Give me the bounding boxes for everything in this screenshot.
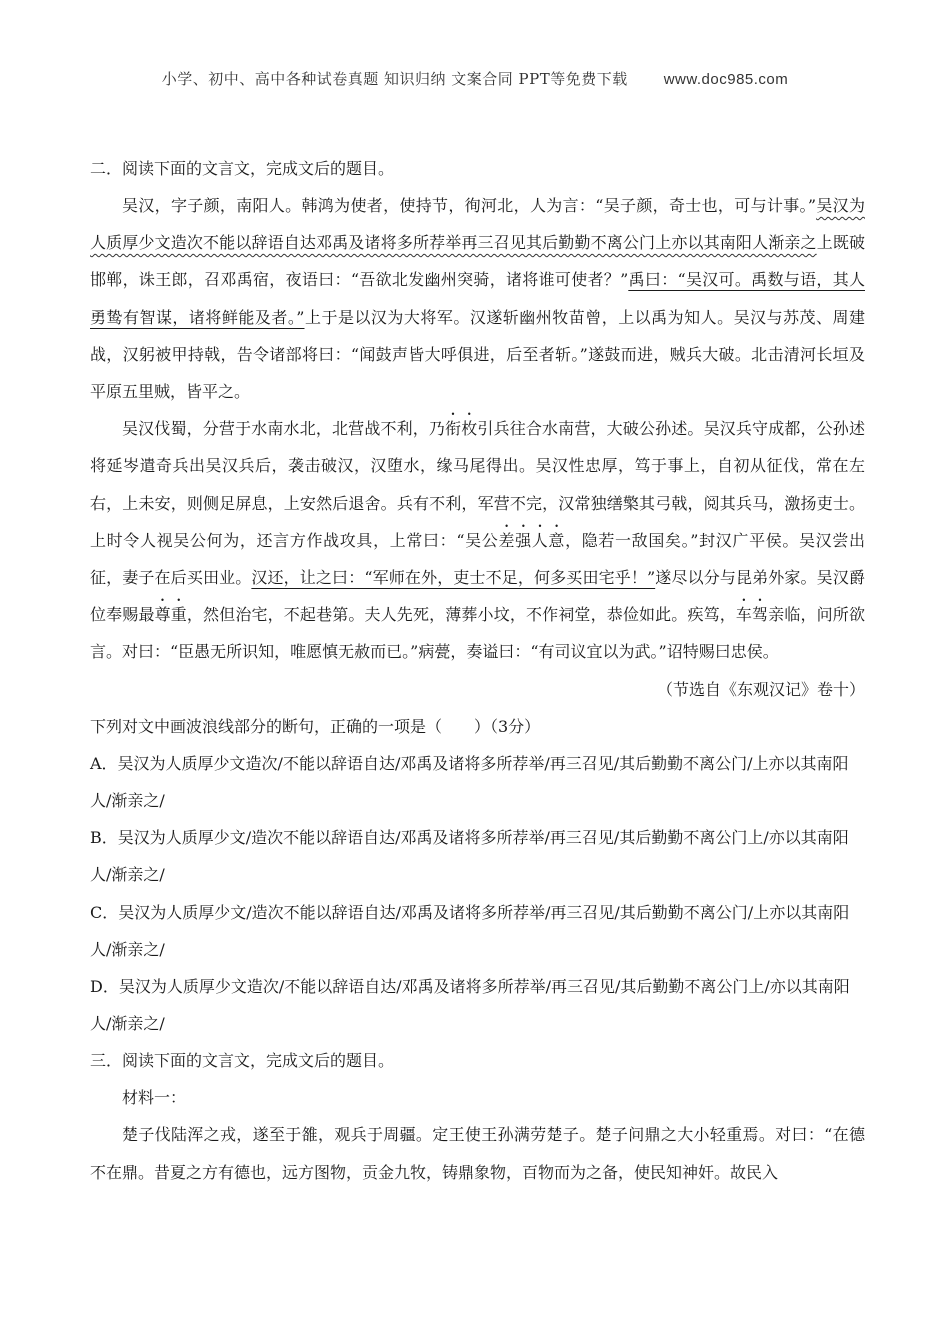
p2-text-e: ，然但治宅，不起巷第。夫人先死，薄葬小坟，不作祠堂，恭俭如此。疾笃，	[186, 605, 736, 625]
material-label: 材料一：	[122, 1088, 187, 1108]
p2-dotted-word-3: 尊重	[154, 605, 187, 625]
p2-text-c: ，隐若一敌国矣。”封汉广平侯。吴汉尝出征，妻子在后买田业。	[90, 530, 865, 588]
p1-text-c: 上于是以汉为大将军。汉遂斩幽州牧苗曾，上以禹为知人。吴汉与苏茂、周建战，汉躬被甲持戟，告令诸部将曰：“闻鼓声皆大呼俱进，后至者斩。”遂鼓而进，贼兵大破。北击清河长垣及平原五里贼，皆平之。	[90, 307, 865, 402]
p2-dotted-word-1: 衔枚	[445, 419, 478, 439]
section2-heading: 二．阅读下面的文言文，完成文后的题目。	[90, 159, 395, 178]
section3-paragraph-1: 楚子伐陆浑之戎，遂至于雒，观兵于周疆。定王使王孙满劳楚子。楚子问鼎之大小轻重焉。对曰：“在德不在鼎。昔夏之方有德也，远方图物，贡金九牧，铸鼎象物，百物而为之备，使民知神奸。故民入	[90, 1125, 865, 1182]
section3-heading: 三．阅读下面的文言文，完成文后的题目。	[90, 1051, 395, 1071]
question-text: 下列对文中画波浪线部分的断句，正确的一项是（ ）（3分）	[90, 716, 541, 736]
p2-dotted-word-4: 车驾	[735, 605, 769, 625]
p1-text-b: 上既破邯郸，诛王郎，召邓禹宿，夜语曰：“吾欲北发幽州突骑，诸将谁可使者？”	[90, 233, 865, 290]
p1-wavy-underlined-text: 吴汉为人质厚少文造次不能以辞语自达邓禹及诸将多所荐举再三召见其后勤勤不离公门上亦以其南阳人渐亲之	[90, 196, 865, 253]
p2-text-b: 引兵往合水南营，大破公孙述。吴汉兵守成都，公孙述将延岑遣奇兵出吴汉兵后，袭击破汉，汉堕水，缘马尾得出。吴汉性忠厚，笃于事上，自初从征伐，常在左右，上未安，则侧足屏息，上安然后退舍。兵有不利，军营不完，汉常独缮檠其弓戟，阅其兵马，激扬吏士。上时令人视吴公何为，还言方作战攻具，上常曰：“吴公	[90, 419, 865, 550]
document-content	[90, 150, 865, 1191]
option-a[interactable]: A．吴汉为人质厚少文造次/不能以辞语自达/邓禹及诸将多所荐举/再三召见/其后勤勤不离公门/上亦以其南阳人/渐亲之/	[90, 753, 849, 811]
p2-text-d: 遂尽以分与昆弟外家。吴汉爵位奉赐最	[90, 568, 865, 625]
header-url[interactable]: www.doc985.com	[663, 71, 789, 88]
option-d[interactable]: D．吴汉为人质厚少文造次/不能以辞语自达/邓禹及诸将多所荐举/再三召见/其后勤勤不离公门上/亦以其南阳人/渐亲之/	[90, 977, 850, 1034]
option-b[interactable]: B．吴汉为人质厚少文/造次不能以辞语自达/邓禹及诸将多所荐举/再三召见/其后勤勤不离公门上/亦以其南阳人/渐亲之/	[90, 828, 849, 885]
option-c[interactable]: C．吴汉为人质厚少文/造次不能以辞语自达/邓禹及诸将多所荐举/再三召见/其后勤勤不离公门/上亦以其南阳人/渐亲之/	[90, 902, 850, 959]
p2-text-a: 吴汉伐蜀，分营于水南水北，北营战不利，乃	[122, 419, 446, 439]
section2-paragraph-1	[90, 187, 865, 410]
section2-paragraph-2	[90, 410, 865, 670]
p2-dotted-word-2: 差强人意	[498, 530, 566, 550]
header-text: 小学、初中、高中各种试卷真题 知识归纳 文案合同 PPT等免费下载	[161, 70, 628, 88]
page-header	[0, 68, 950, 89]
p1-text-a: 吴汉，字子颜，南阳人。韩鸿为使者，使持节，徇河北，人为言：“吴子颜，奇士也，可与计事。”	[122, 196, 817, 215]
source-citation: （节选自《东观汉记》卷十）	[656, 679, 865, 699]
p1-underlined-text: 禹曰：“吴汉可。禹数与语，其人勇鸷有智谋，诸将鲜能及者。”	[90, 270, 865, 327]
p2-underlined-text: 汉还，让之曰：“军师在外，吏士不足，何多买田宅乎！”	[251, 568, 656, 588]
p2-text-f: 亲临，问所欲言。对曰：“臣愚无所识知，唯愿慎无赦而已。”病甍，奏谥曰：“有司议宜以为武。”诏特赐曰忠侯。	[90, 605, 865, 662]
